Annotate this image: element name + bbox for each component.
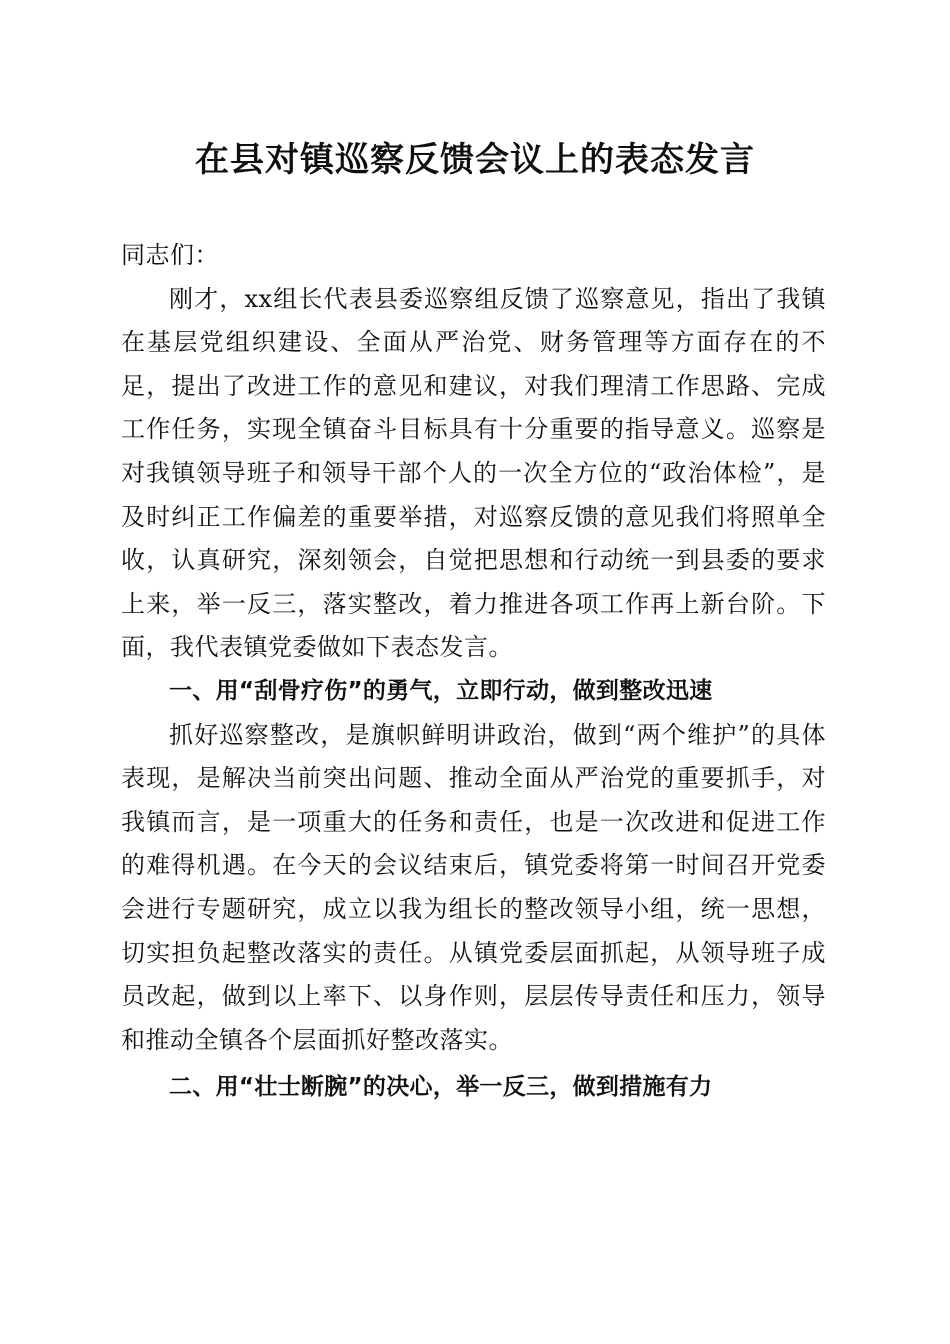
paragraph-intro: 刚才，xx组长代表县委巡察组反馈了巡察意见，指出了我镇在基层党组织建设、全面从严治党、财务管理等方面存在的不足，提出了改进工作的意见和建议，对我们理清工作思路、完成工作任务，实现全镇奋斗目标具有十分重要的指导意义。巡察是对我镇领导班子和领导干部个人的一次全方位的“政治体检”，是及时纠正工作偏差的重要举措，对巡察反馈的意见我们将照单全收，认真研究，深刻领会，自觉把思想和行动统一到县委的要求上来，举一反三，落实整改，着力推进各项工作再上新台阶。下面，我代表镇党委做如下表态发言。 bbox=[121, 284, 826, 662]
paragraph-section-1: 抓好巡察整改，是旗帜鲜明讲政治，做到“两个维护”的具体表现，是解决当前突出问题、推动全面从严治党的重要抓手，对我镇而言，是一项重大的任务和责任，也是一次改进和促进工作的难得机遇。在今天的会议结束后，镇党委将第一时间召开党委会进行专题研究，成立以我为组长的整改领导小组，统一思想，切实担负起整改落实的责任。从镇党委层面抓起，从领导班子成员改起，做到以上率下、以身作则，层层传导责任和压力，领导和推动全镇各个层面抓好整改落实。 bbox=[121, 720, 826, 1054]
document-body bbox=[121, 234, 826, 1110]
section-heading-2: 二、用“壮士断腕”的决心，举一反三，做到措施有力 bbox=[169, 1074, 713, 1101]
document-title: 在县对镇巡察反馈会议上的表态发言 bbox=[195, 140, 755, 180]
salutation: 同志们： bbox=[121, 241, 219, 269]
section-heading-1: 一、用“刮骨疗伤”的勇气，立即行动，做到整改迅速 bbox=[169, 677, 713, 704]
